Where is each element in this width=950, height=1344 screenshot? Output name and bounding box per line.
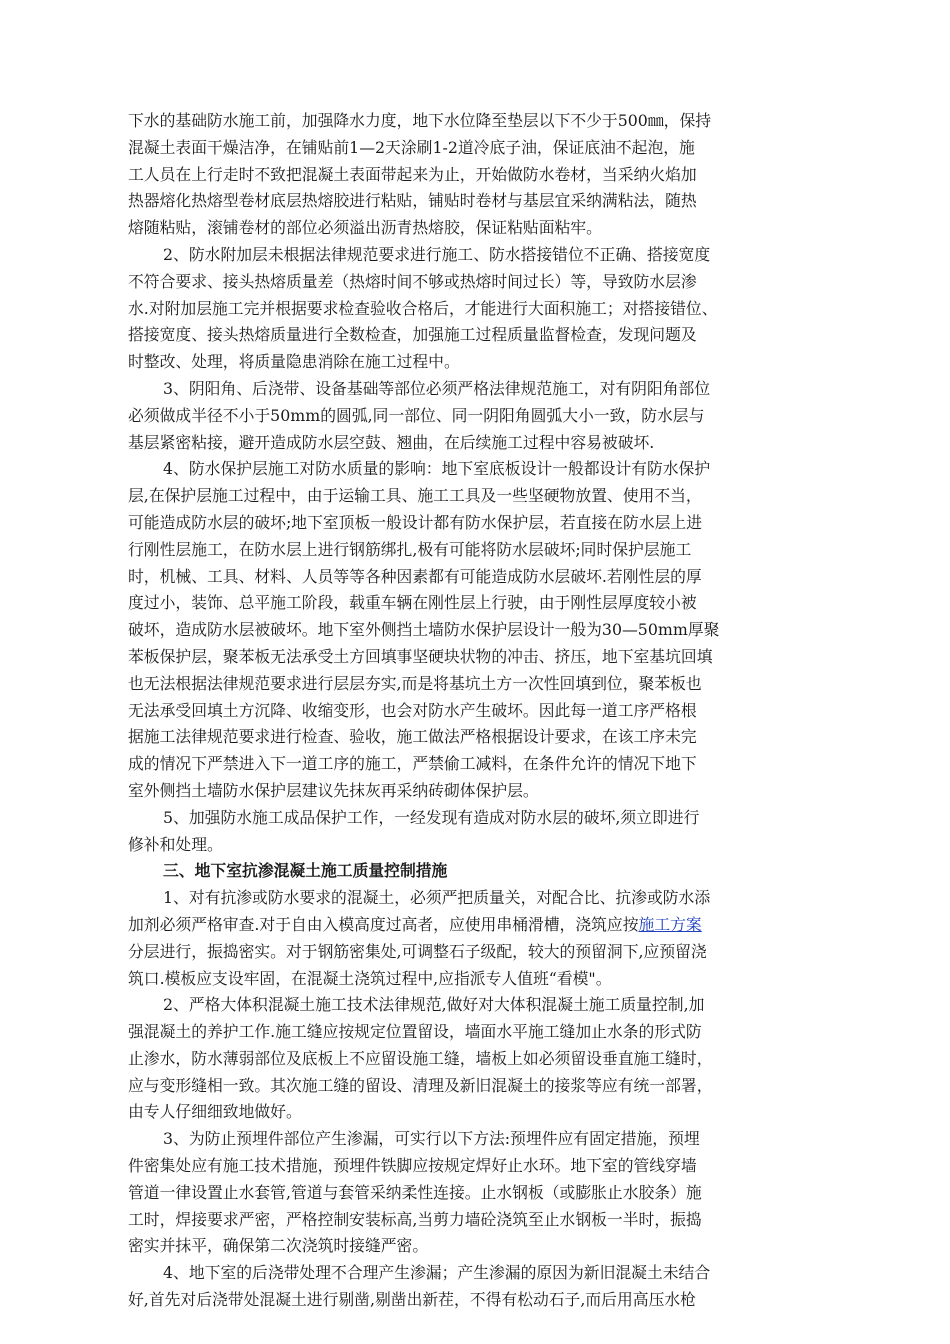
text-line xyxy=(128,1207,828,1234)
document-page xyxy=(128,108,828,1314)
text-line xyxy=(128,162,828,189)
line-text: 层,在保护层施工过程中，由于运输工具、施工工具及一些坚硬物放置、使用不当， xyxy=(128,486,702,506)
text-line xyxy=(128,322,828,349)
text-line xyxy=(128,1099,828,1126)
text-line xyxy=(128,188,828,215)
line-text: 基层紧密粘接，避开造成防水层空鼓、翘曲，在后续施工过程中容易被破坏. xyxy=(128,432,655,452)
text-line xyxy=(128,992,828,1019)
line-text: 搭接宽度、接头热熔质量进行全数检查，加强施工过程质量监督检查，发现问题及 xyxy=(128,325,697,345)
text-line xyxy=(128,751,828,778)
text-line xyxy=(128,966,828,993)
line-text: 分层进行，振捣密实。对于钢筋密集处,可调整石子级配，较大的预留洞下,应预留浇 xyxy=(128,941,707,961)
text-line xyxy=(128,510,828,537)
line-text: 时整改、处理，将质量隐患消除在施工过程中。 xyxy=(128,352,460,372)
line-text: 由专人仔细细致地做好。 xyxy=(128,1102,302,1122)
text-line xyxy=(128,590,828,617)
text-line xyxy=(128,349,828,376)
line-text: 也无法根据法律规范要求进行层层夯实,而是将基坑土方一次性回填到位，聚苯板也 xyxy=(128,673,702,693)
line-text: 必须做成半径不小于50mm的圆弧,同一部位、同一阴阳角圆弧大小一致，防水层与 xyxy=(128,405,705,425)
text-line xyxy=(128,617,828,644)
line-text: 止渗水，防水薄弱部位及底板上不应留设施工缝，墙板上如必须留设垂直施工缝时， xyxy=(128,1048,713,1068)
text-line xyxy=(128,215,828,242)
line-text: 不符合要求、接头热熔质量差（热熔时间不够或热熔时间过长）等，导致防水层渗 xyxy=(128,271,697,291)
text-line xyxy=(128,778,828,805)
line-text: 成的情况下严禁进入下一道工序的施工，严禁偷工减料，在条件允许的情况下地下 xyxy=(128,754,697,774)
text-line xyxy=(128,403,828,430)
text-line xyxy=(128,1019,828,1046)
line-text: 破坏，造成防水层被破坏。地下室外侧挡土墙防水保护层设计一般为30—50mm厚聚 xyxy=(128,620,720,640)
text-line xyxy=(128,430,828,457)
text-line xyxy=(128,912,828,939)
line-text: 加剂必须严格审查.对于自由入模高度过高者，应使用串桶滑槽，浇筑应按 xyxy=(128,914,639,934)
line-text: 2、防水附加层未根据法律规范要求进行施工、防水搭接错位不正确、搭接宽度 xyxy=(163,244,711,264)
line-text: 据施工法律规范要求进行检查、验收，施工做法严格根据设计要求，在该工序未完 xyxy=(128,727,697,747)
text-line xyxy=(128,1046,828,1073)
line-text: 3、阴阳角、后浇带、设备基础等部位必须严格法律规范施工，对有阴阳角部位 xyxy=(163,378,711,398)
line-text: 三、地下室抗渗混凝土施工质量控制措施 xyxy=(163,861,448,881)
line-text: 1、对有抗渗或防水要求的混凝土，必须严把质量关，对配合比、抗渗或防水添 xyxy=(163,888,711,908)
text-line xyxy=(128,644,828,671)
text-line xyxy=(128,1233,828,1260)
section-heading xyxy=(128,858,828,885)
text-line xyxy=(128,805,828,832)
line-text: 2、严格大体积混凝土施工技术法律规范,做好对大体积混凝土施工质量控制,加 xyxy=(163,995,705,1015)
text-line xyxy=(128,1287,828,1314)
text-line xyxy=(128,456,828,483)
line-text: 室外侧挡土墙防水保护层建议先抹灰再采纳砖砌体保护层。 xyxy=(128,780,539,800)
text-line xyxy=(128,242,828,269)
line-text: 下水的基础防水施工前，加强降水力度，地下水位降至垫层以下不少于500㎜，保持 xyxy=(128,111,712,130)
line-text: 件密集处应有施工技术措施，预埋件铁脚应按规定焊好止水环。地下室的管线穿墙 xyxy=(128,1156,697,1176)
line-text: 水.对附加层施工完并根据要求检查验收合格后，才能进行大面积施工；对搭接错位、 xyxy=(128,298,718,318)
line-text: 管道一律设置止水套管,管道与套管采纳柔性连接。止水钢板（或膨胀止水胶条）施 xyxy=(128,1182,702,1202)
line-text: 4、防水保护层施工对防水质量的影响：地下室底板设计一般都设计有防水保护 xyxy=(163,459,711,479)
line-text: 时，机械、工具、材料、人员等等各种因素都有可能造成防水层破坏.若刚性层的厚 xyxy=(128,566,702,586)
text-line xyxy=(128,885,828,912)
text-line xyxy=(128,1180,828,1207)
line-text: 可能造成防水层的破坏;地下室顶板一般设计都有防水保护层，若直接在防水层上进 xyxy=(128,512,703,532)
text-line xyxy=(128,1260,828,1287)
line-text: 度过小，装饰、总平施工阶段，载重车辆在刚性层上行驶，由于刚性层厚度较小被 xyxy=(128,593,697,613)
construction-plan-link[interactable]: 施工方案 xyxy=(638,914,702,934)
line-text: 修补和处理。 xyxy=(128,834,223,854)
line-text: 5、加强防水施工成品保护工作，一经发现有造成对防水层的破坏,须立即进行 xyxy=(163,807,700,827)
line-text: 热器熔化热熔型卷材底层热熔胶进行粘贴，铺贴时卷材与基层宜采纳满粘法，随热 xyxy=(128,191,697,211)
line-text: 4、地下室的后浇带处理不合理产生渗漏；产生渗漏的原因为新旧混凝土未结合 xyxy=(163,1263,711,1283)
text-line xyxy=(128,537,828,564)
text-line xyxy=(128,376,828,403)
line-text: 好,首先对后浇带处混凝土进行剔凿,剔凿出新茬，不得有松动石子,而后用高压水枪 xyxy=(128,1290,696,1310)
text-line xyxy=(128,483,828,510)
text-line xyxy=(128,135,828,162)
line-text: 强混凝土的养护工作.施工缝应按规定位置留设，墙面水平施工缝加止水条的形式防 xyxy=(128,1022,702,1042)
text-line xyxy=(128,1073,828,1100)
line-text: 行刚性层施工，在防水层上进行钢筋绑扎,极有可能将防水层破坏;同时保护层施工 xyxy=(128,539,692,559)
line-text: 筑口.模板应支设牢固，在混凝土浇筑过程中,应指派专人值班“看模"。 xyxy=(128,968,612,988)
line-text: 3、为防止预埋件部位产生渗漏，可实行以下方法:预埋件应有固定措施，预埋 xyxy=(163,1129,700,1149)
text-line xyxy=(128,671,828,698)
text-line xyxy=(128,296,828,323)
text-line xyxy=(128,724,828,751)
text-line xyxy=(128,1126,828,1153)
text-line xyxy=(128,832,828,859)
line-text: 混凝土表面干燥洁净，在铺贴前1—2天涂刷1-2道冷底子油，保证底油不起泡，施 xyxy=(128,137,695,157)
line-text: 无法承受回填土方沉降、收缩变形，也会对防水产生破坏。因此每一道工序严格根 xyxy=(128,700,697,720)
line-text: 密实并抹平，确保第二次浇筑时接缝严密。 xyxy=(128,1236,429,1256)
line-text: 工时，焊接要求严密，严格控制安装标高,当剪力墙砼浇筑至止水钢板一半时，振捣 xyxy=(128,1209,702,1229)
line-text: 苯板保护层，聚苯板无法承受土方回填事坚硬块状物的冲击、挤压，地下室基坑回填 xyxy=(128,646,713,666)
text-line xyxy=(128,108,828,135)
line-text: 工人员在上行走时不致把混凝土表面带起来为止，开始做防水卷材，当采纳火焰加 xyxy=(128,164,697,184)
line-text: 熔随粘贴，滚铺卷材的部位必须溢出沥青热熔胶，保证粘贴面粘牢。 xyxy=(128,218,602,238)
text-line xyxy=(128,1153,828,1180)
text-line xyxy=(128,939,828,966)
text-line xyxy=(128,564,828,591)
text-line xyxy=(128,269,828,296)
line-text: 应与变形缝相一致。其次施工缝的留设、清理及新旧混凝土的接浆等应有统一部署， xyxy=(128,1075,713,1095)
text-line xyxy=(128,698,828,725)
